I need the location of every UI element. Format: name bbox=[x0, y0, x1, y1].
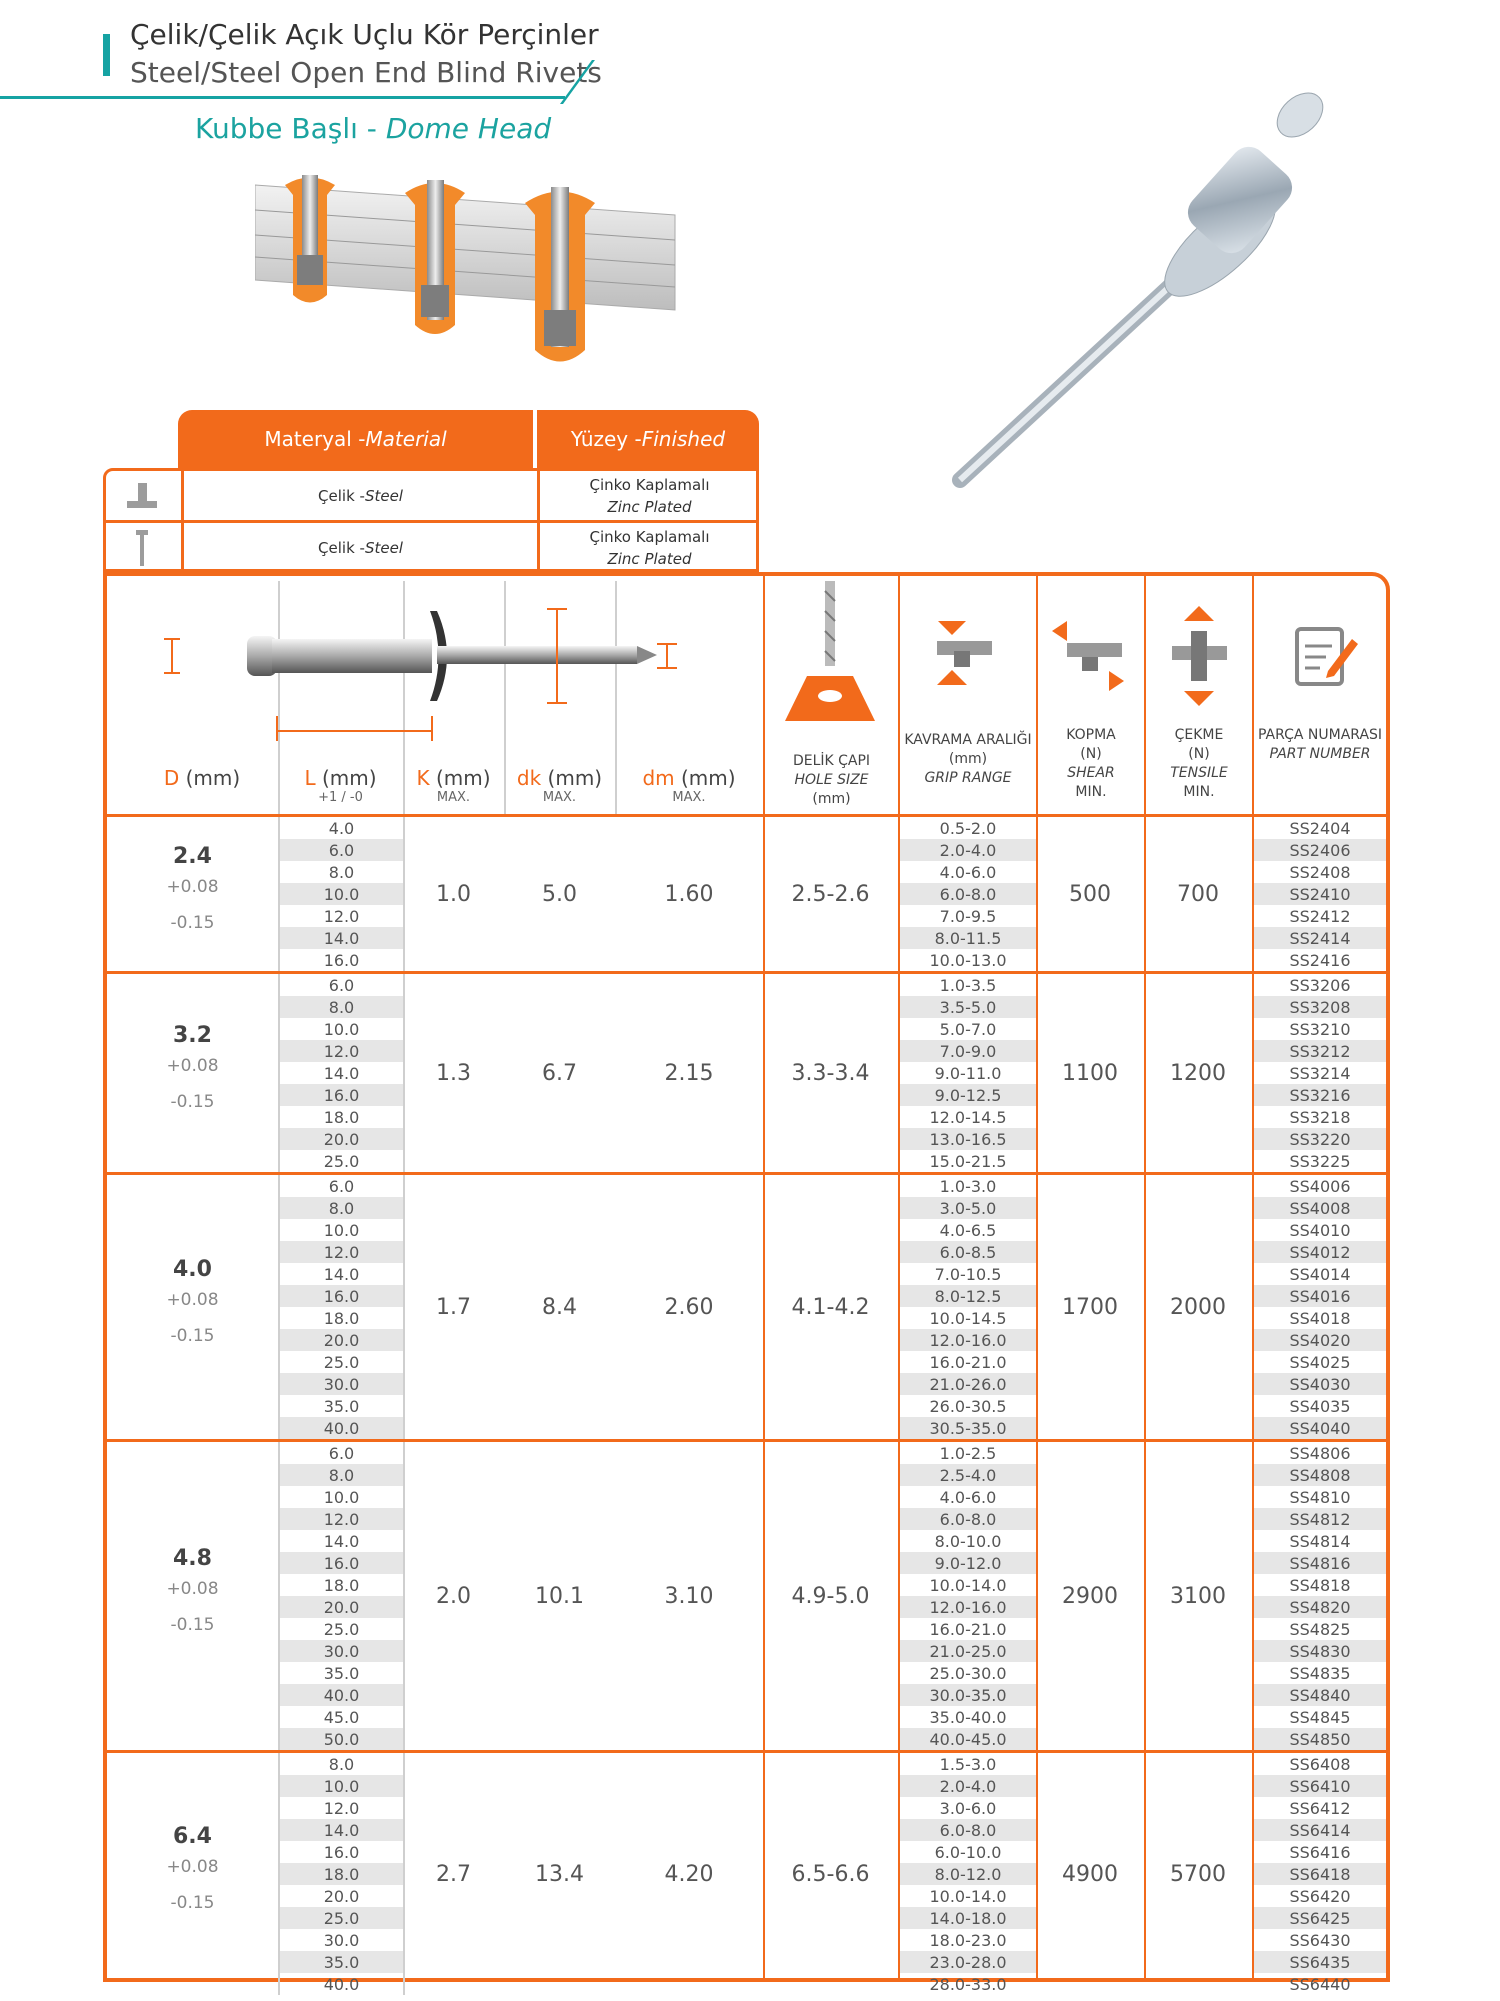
grip-range-cell: 10.0-14.0 bbox=[929, 1575, 1007, 1595]
length-cell: 10.0 bbox=[323, 1220, 360, 1240]
length-cell: 50.0 bbox=[280, 1728, 403, 1750]
diameter-tolerance: +0.08 bbox=[166, 877, 219, 897]
length-cell: 25.0 bbox=[323, 1151, 360, 1171]
col-l-letter: L bbox=[304, 766, 316, 790]
grip-range-cell: 16.0-21.0 bbox=[929, 1352, 1007, 1372]
part-number-cell: SS6408 bbox=[1289, 1754, 1351, 1774]
col-dk-letter: dk bbox=[516, 766, 542, 790]
diameter-tolerance: +0.08 bbox=[166, 1579, 219, 1599]
dk-value-cell: 13.4 bbox=[535, 1861, 584, 1887]
part-number-cell: SS3225 bbox=[1289, 1151, 1351, 1171]
col-k-header bbox=[403, 766, 504, 806]
diameter-tolerance: +0.08 bbox=[166, 1056, 219, 1076]
part-number-cell: SS4014 bbox=[1289, 1264, 1351, 1284]
part-number-cell: SS6410 bbox=[1254, 1775, 1386, 1797]
grip-range-cell: 3.0-6.0 bbox=[939, 1798, 997, 1818]
length-cell: 10.0 bbox=[280, 883, 403, 905]
grip-range-cell: 4.0-6.0 bbox=[939, 1487, 997, 1507]
shear-header-unit: (N) bbox=[1080, 746, 1102, 762]
col-d-header bbox=[152, 766, 252, 790]
material-tr: Çelik - bbox=[318, 538, 365, 557]
part-number-cell: SS3208 bbox=[1254, 996, 1386, 1018]
part-number-cell: SS4016 bbox=[1254, 1285, 1386, 1307]
diameter-tolerance: -0.15 bbox=[170, 1893, 215, 1913]
material-tr: Çelik - bbox=[318, 486, 365, 505]
part-number-cell: SS6440 bbox=[1289, 1974, 1351, 1994]
subtitle bbox=[195, 112, 551, 145]
part-header-tr: PARÇA NUMARASI bbox=[1257, 727, 1383, 743]
part-number-cell: SS4806 bbox=[1289, 1443, 1351, 1463]
k-value-cell: 2.7 bbox=[436, 1861, 471, 1887]
part-number-cell: SS4808 bbox=[1254, 1464, 1386, 1486]
part-number-cell: SS4825 bbox=[1289, 1619, 1351, 1639]
header-underline bbox=[0, 96, 565, 99]
length-cell: 6.0 bbox=[280, 839, 403, 861]
grip-range-cell: 2.0-4.0 bbox=[900, 839, 1036, 861]
hole-header-unit: (mm) bbox=[812, 791, 851, 807]
length-cell: 10.0 bbox=[323, 1487, 360, 1507]
length-cell: 10.0 bbox=[323, 1019, 360, 1039]
length-cell: 20.0 bbox=[280, 1128, 403, 1150]
length-cell: 8.0 bbox=[328, 862, 355, 882]
finish-header-en: Finished bbox=[641, 427, 726, 451]
part-number-cell: SS4845 bbox=[1289, 1707, 1351, 1727]
diameter-cell bbox=[107, 1546, 278, 1643]
grip-range-cell: 1.0-3.0 bbox=[939, 1176, 997, 1196]
length-cell: 25.0 bbox=[323, 1619, 360, 1639]
col-k-unit: (mm) bbox=[429, 766, 491, 790]
part-number-cell: SS4814 bbox=[1289, 1531, 1351, 1551]
finish-header-tr: Yüzey - bbox=[570, 427, 642, 451]
grip-range-cell: 6.0-8.5 bbox=[900, 1241, 1036, 1263]
grip-range-cell: 14.0-18.0 bbox=[900, 1907, 1036, 1929]
grip-range-cell: 12.0-14.5 bbox=[929, 1107, 1007, 1127]
diameter-value: 2.4 bbox=[173, 844, 212, 869]
shear-header-en: SHEAR bbox=[1067, 765, 1115, 781]
grip-range-cell: 35.0-40.0 bbox=[929, 1707, 1007, 1727]
grip-range-cell: 21.0-26.0 bbox=[900, 1373, 1036, 1395]
grip-range-cell: 7.0-10.5 bbox=[934, 1264, 1002, 1284]
length-cell: 16.0 bbox=[323, 1842, 360, 1862]
grip-range-cell: 3.0-5.0 bbox=[900, 1197, 1036, 1219]
length-cell: 12.0 bbox=[323, 1798, 360, 1818]
dk-value-cell: 6.7 bbox=[542, 1060, 577, 1086]
part-number-cell: SS2414 bbox=[1254, 927, 1386, 949]
col-d-unit: (mm) bbox=[179, 766, 241, 790]
material-en: Steel bbox=[364, 486, 403, 505]
grip-range-cell: 13.0-16.5 bbox=[900, 1128, 1036, 1150]
dm-value-cell: 1.60 bbox=[664, 881, 714, 907]
grip-range-cell: 1.5-3.0 bbox=[939, 1754, 997, 1774]
grip-range-cell: 8.0-12.0 bbox=[900, 1863, 1036, 1885]
col-l-unit: (mm) bbox=[315, 766, 377, 790]
length-cell: 20.0 bbox=[280, 1596, 403, 1618]
hole-header-tr: DELİK ÇAPI bbox=[792, 753, 871, 769]
material-table bbox=[103, 468, 759, 572]
diameter-tolerance: -0.15 bbox=[170, 913, 215, 933]
k-value-cell: 1.0 bbox=[436, 881, 471, 907]
part-number-cell: SS4035 bbox=[1289, 1396, 1351, 1416]
grip-range-cell: 8.0-11.5 bbox=[900, 927, 1036, 949]
subtitle-english: Dome Head bbox=[385, 112, 552, 145]
length-cell: 40.0 bbox=[280, 1417, 403, 1439]
part-number-cell: SS2404 bbox=[1289, 818, 1351, 838]
k-value-cell: 2.0 bbox=[436, 1583, 471, 1609]
part-number-cell: SS2412 bbox=[1289, 906, 1351, 926]
tensile-value-cell: 1200 bbox=[1170, 1060, 1226, 1086]
part-number-cell: SS4030 bbox=[1254, 1373, 1386, 1395]
length-cell: 16.0 bbox=[280, 1084, 403, 1106]
length-cell: 35.0 bbox=[280, 1951, 403, 1973]
col-dk-unit: (mm) bbox=[541, 766, 603, 790]
part-number-cell: SS4830 bbox=[1254, 1640, 1386, 1662]
grip-range-cell: 23.0-28.0 bbox=[900, 1951, 1036, 1973]
part-number-cell: SS4850 bbox=[1254, 1728, 1386, 1750]
length-cell: 25.0 bbox=[280, 1907, 403, 1929]
rivet-body-icon bbox=[106, 471, 178, 520]
rivet-product-image bbox=[920, 80, 1390, 530]
length-cell: 12.0 bbox=[280, 1040, 403, 1062]
mandrel-icon bbox=[106, 523, 178, 572]
length-cell: 8.0 bbox=[280, 1197, 403, 1219]
part-number-cell: SS2408 bbox=[1289, 862, 1351, 882]
grip-range-cell: 8.0-12.5 bbox=[900, 1285, 1036, 1307]
part-number-cell: SS6420 bbox=[1289, 1886, 1351, 1906]
grip-range-cell: 6.0-8.0 bbox=[900, 883, 1036, 905]
length-cell: 16.0 bbox=[280, 1285, 403, 1307]
grip-range-cell: 4.0-6.5 bbox=[939, 1220, 997, 1240]
diameter-cell bbox=[107, 1023, 278, 1120]
length-cell: 35.0 bbox=[323, 1663, 360, 1683]
notepad-icon bbox=[1292, 621, 1362, 691]
finish-cell bbox=[537, 471, 759, 520]
part-number-cell: SS6430 bbox=[1289, 1930, 1351, 1950]
col-tensile-header bbox=[1146, 726, 1252, 802]
title-english: Steel/Steel Open End Blind Rivets bbox=[130, 56, 602, 89]
tensile-header-tr: ÇEKME bbox=[1174, 727, 1224, 743]
length-cell: 25.0 bbox=[323, 1352, 360, 1372]
part-number-cell: SS4020 bbox=[1254, 1329, 1386, 1351]
diameter-tolerance: -0.15 bbox=[170, 1092, 215, 1112]
part-number-cell: SS4012 bbox=[1254, 1241, 1386, 1263]
length-cell: 30.0 bbox=[323, 1930, 360, 1950]
tensile-header-en: TENSILE bbox=[1170, 765, 1228, 781]
part-number-cell: SS4835 bbox=[1289, 1663, 1351, 1683]
shear-header-tr: KOPMA bbox=[1066, 727, 1116, 743]
grip-range-cell: 10.0-14.0 bbox=[929, 1886, 1007, 1906]
col-k-letter: K bbox=[416, 766, 430, 790]
hole-size-cell: 2.5-2.6 bbox=[791, 881, 870, 907]
col-shear-header bbox=[1038, 726, 1144, 802]
dk-value-cell: 8.4 bbox=[542, 1294, 577, 1320]
col-dk-note: MAX. bbox=[542, 790, 577, 805]
length-cell: 14.0 bbox=[280, 1819, 403, 1841]
shear-value-cell: 4900 bbox=[1062, 1861, 1118, 1887]
diameter-tolerance: +0.08 bbox=[166, 1290, 219, 1310]
col-grip-header bbox=[900, 731, 1036, 788]
col-l-header bbox=[278, 766, 403, 806]
shear-value-cell: 1700 bbox=[1062, 1294, 1118, 1320]
length-cell: 35.0 bbox=[323, 1396, 360, 1416]
shear-value-cell: 2900 bbox=[1062, 1583, 1118, 1609]
part-header-en: PART NUMBER bbox=[1269, 746, 1371, 762]
grip-range-cell: 7.0-9.0 bbox=[900, 1040, 1036, 1062]
dm-value-cell: 2.15 bbox=[664, 1060, 714, 1086]
diameter-value: 4.0 bbox=[173, 1257, 212, 1282]
part-number-cell: SS2416 bbox=[1289, 950, 1351, 970]
part-number-cell: SS4025 bbox=[1289, 1352, 1351, 1372]
part-number-cell: SS4018 bbox=[1289, 1308, 1351, 1328]
part-number-cell: SS4010 bbox=[1289, 1220, 1351, 1240]
part-number-cell: SS4040 bbox=[1254, 1417, 1386, 1439]
part-number-cell: SS4816 bbox=[1254, 1552, 1386, 1574]
drill-hole-icon bbox=[775, 581, 885, 731]
length-cell: 30.0 bbox=[280, 1640, 403, 1662]
grip-range-cell: 2.0-4.0 bbox=[900, 1775, 1036, 1797]
length-cell: 18.0 bbox=[323, 1107, 360, 1127]
grip-range-cell: 6.0-8.0 bbox=[900, 1819, 1036, 1841]
dm-value-cell: 4.20 bbox=[664, 1861, 714, 1887]
diameter-tolerance: -0.15 bbox=[170, 1326, 215, 1346]
part-number-cell: SS4820 bbox=[1254, 1596, 1386, 1618]
finish-en: Zinc Plated bbox=[607, 549, 692, 568]
grip-range-cell: 3.5-5.0 bbox=[900, 996, 1036, 1018]
header-accent-bar bbox=[103, 34, 110, 76]
dk-value-cell: 5.0 bbox=[542, 881, 577, 907]
part-number-cell: SS3220 bbox=[1254, 1128, 1386, 1150]
length-cell: 8.0 bbox=[328, 1754, 355, 1774]
grip-range-cell: 5.0-7.0 bbox=[939, 1019, 997, 1039]
finish-tr: Çinko Kaplamalı bbox=[589, 527, 710, 546]
length-cell: 14.0 bbox=[323, 1531, 360, 1551]
subtitle-turkish: Kubbe Başlı - bbox=[195, 112, 386, 145]
length-cell: 40.0 bbox=[323, 1974, 360, 1994]
col-hole-header bbox=[765, 752, 898, 809]
col-part-header bbox=[1254, 726, 1386, 764]
grip-range-cell: 4.0-6.0 bbox=[939, 862, 997, 882]
grip-range-cell: 2.5-4.0 bbox=[900, 1464, 1036, 1486]
diameter-cell bbox=[107, 1257, 278, 1354]
part-number-cell: SS3212 bbox=[1254, 1040, 1386, 1062]
length-cell: 45.0 bbox=[323, 1707, 360, 1727]
material-column-header bbox=[178, 410, 533, 468]
diameter-cell bbox=[107, 1824, 278, 1921]
grip-range-cell: 30.5-35.0 bbox=[900, 1417, 1036, 1439]
grip-range-cell: 10.0-13.0 bbox=[929, 950, 1007, 970]
material-en: Steel bbox=[364, 538, 403, 557]
finish-column-header bbox=[537, 410, 759, 468]
hole-size-cell: 4.1-4.2 bbox=[791, 1294, 870, 1320]
finish-en: Zinc Plated bbox=[607, 497, 692, 516]
col-k-note: MAX. bbox=[436, 790, 471, 805]
part-number-cell: SS4008 bbox=[1254, 1197, 1386, 1219]
part-number-cell: SS4840 bbox=[1254, 1684, 1386, 1706]
grip-range-cell: 25.0-30.0 bbox=[929, 1663, 1007, 1683]
tensile-force-icon bbox=[1164, 606, 1234, 706]
hole-header-en: HOLE SIZE bbox=[794, 772, 869, 788]
grip-range-cell: 9.0-11.0 bbox=[934, 1063, 1002, 1083]
length-cell: 16.0 bbox=[280, 1552, 403, 1574]
length-cell: 10.0 bbox=[280, 1775, 403, 1797]
part-number-cell: SS3216 bbox=[1254, 1084, 1386, 1106]
rivet-spec-table bbox=[103, 572, 1390, 1994]
col-dm-letter: dm bbox=[642, 766, 675, 790]
material-header-en: Material bbox=[365, 427, 447, 451]
length-cell: 20.0 bbox=[323, 1886, 360, 1906]
length-cell: 18.0 bbox=[280, 1863, 403, 1885]
grip-range-cell: 28.0-33.0 bbox=[929, 1974, 1007, 1994]
rivet-dimension-diagram bbox=[147, 606, 747, 756]
length-cell: 18.0 bbox=[323, 1308, 360, 1328]
length-cell: 12.0 bbox=[280, 1508, 403, 1530]
col-dk-header bbox=[504, 766, 615, 806]
grip-range-cell: 18.0-23.0 bbox=[929, 1930, 1007, 1950]
length-cell: 14.0 bbox=[323, 1264, 360, 1284]
part-number-cell: SS6425 bbox=[1254, 1907, 1386, 1929]
grip-range-cell: 40.0-45.0 bbox=[900, 1728, 1036, 1750]
grip-header-en: GRIP RANGE bbox=[924, 770, 1012, 786]
grip-range-cell: 6.0-10.0 bbox=[934, 1842, 1002, 1862]
grip-range-cell: 7.0-9.5 bbox=[939, 906, 997, 926]
length-cell: 4.0 bbox=[328, 818, 355, 838]
grip-range-cell: 1.0-3.5 bbox=[939, 975, 997, 995]
diameter-tolerance: -0.15 bbox=[170, 1615, 215, 1635]
length-cell: 8.0 bbox=[280, 1464, 403, 1486]
grip-range-cell: 10.0-14.5 bbox=[929, 1308, 1007, 1328]
material-header-tr: Materyal - bbox=[264, 427, 366, 451]
dm-value-cell: 3.10 bbox=[664, 1583, 714, 1609]
part-number-cell: SS3214 bbox=[1289, 1063, 1351, 1083]
grip-range-cell: 8.0-10.0 bbox=[934, 1531, 1002, 1551]
shear-value-cell: 1100 bbox=[1062, 1060, 1118, 1086]
part-number-cell: SS4810 bbox=[1289, 1487, 1351, 1507]
length-cell: 8.0 bbox=[280, 996, 403, 1018]
grip-range-icon bbox=[932, 621, 1002, 701]
length-cell: 6.0 bbox=[328, 975, 355, 995]
length-cell: 6.0 bbox=[328, 1443, 355, 1463]
length-cell: 20.0 bbox=[280, 1329, 403, 1351]
part-number-cell: SS4818 bbox=[1289, 1575, 1351, 1595]
col-d-letter: D bbox=[163, 766, 180, 790]
diameter-value: 6.4 bbox=[173, 1824, 212, 1849]
grip-range-cell: 1.0-2.5 bbox=[939, 1443, 997, 1463]
diameter-cell bbox=[107, 844, 278, 941]
grip-range-cell: 30.0-35.0 bbox=[900, 1684, 1036, 1706]
grip-range-cell: 9.0-12.5 bbox=[900, 1084, 1036, 1106]
grip-range-cell: 12.0-16.0 bbox=[900, 1596, 1036, 1618]
shear-value-cell: 500 bbox=[1069, 881, 1111, 907]
length-cell: 12.0 bbox=[280, 1241, 403, 1263]
diameter-tolerance: +0.08 bbox=[166, 1857, 219, 1877]
grip-header-unit: (mm) bbox=[948, 751, 988, 767]
grip-range-cell: 6.0-8.0 bbox=[900, 1508, 1036, 1530]
grip-range-cell: 0.5-2.0 bbox=[939, 818, 997, 838]
finish-tr: Çinko Kaplamalı bbox=[589, 475, 710, 494]
part-number-cell: SS6418 bbox=[1254, 1863, 1386, 1885]
part-number-cell: SS2406 bbox=[1254, 839, 1386, 861]
col-dm-header bbox=[615, 766, 763, 806]
part-number-cell: SS6412 bbox=[1289, 1798, 1351, 1818]
rivet-cross-section-illustration bbox=[255, 175, 685, 375]
part-number-cell: SS3206 bbox=[1289, 975, 1351, 995]
length-cell: 14.0 bbox=[323, 1063, 360, 1083]
part-number-cell: SS3218 bbox=[1289, 1107, 1351, 1127]
part-number-cell: SS2410 bbox=[1254, 883, 1386, 905]
material-row-mandrel bbox=[106, 523, 756, 572]
length-cell: 40.0 bbox=[280, 1684, 403, 1706]
part-number-cell: SS6435 bbox=[1254, 1951, 1386, 1973]
shear-header-min: MIN. bbox=[1075, 784, 1107, 800]
part-number-cell: SS4812 bbox=[1254, 1508, 1386, 1530]
col-dm-note: MAX. bbox=[672, 790, 706, 805]
tensile-value-cell: 2000 bbox=[1170, 1294, 1226, 1320]
grip-header-tr: KAVRAMA ARALIĞI bbox=[904, 732, 1032, 748]
tensile-value-cell: 700 bbox=[1177, 881, 1219, 907]
grip-range-cell: 9.0-12.0 bbox=[900, 1552, 1036, 1574]
k-value-cell: 1.7 bbox=[436, 1294, 471, 1320]
length-cell: 12.0 bbox=[323, 906, 360, 926]
hole-size-cell: 4.9-5.0 bbox=[791, 1583, 870, 1609]
length-cell: 16.0 bbox=[323, 950, 360, 970]
part-number-cell: SS3210 bbox=[1289, 1019, 1351, 1039]
grip-range-cell: 12.0-16.0 bbox=[900, 1329, 1036, 1351]
grip-range-cell: 15.0-21.5 bbox=[929, 1151, 1007, 1171]
tensile-value-cell: 3100 bbox=[1170, 1583, 1226, 1609]
finish-cell bbox=[537, 523, 759, 572]
length-cell: 18.0 bbox=[323, 1575, 360, 1595]
col-dm-unit: (mm) bbox=[674, 766, 736, 790]
grip-range-cell: 21.0-25.0 bbox=[900, 1640, 1036, 1662]
part-number-cell: SS6416 bbox=[1289, 1842, 1351, 1862]
grip-range-cell: 26.0-30.5 bbox=[929, 1396, 1007, 1416]
shear-force-icon bbox=[1052, 621, 1127, 696]
length-cell: 14.0 bbox=[280, 927, 403, 949]
material-row-body bbox=[106, 471, 756, 520]
tensile-header-unit: (N) bbox=[1188, 746, 1210, 762]
diameter-value: 3.2 bbox=[173, 1023, 212, 1048]
k-value-cell: 1.3 bbox=[436, 1060, 471, 1086]
part-number-cell: SS4006 bbox=[1289, 1176, 1351, 1196]
dk-value-cell: 10.1 bbox=[535, 1583, 584, 1609]
col-l-note: +1 / -0 bbox=[318, 790, 363, 805]
material-cell bbox=[181, 523, 537, 572]
material-cell bbox=[181, 471, 537, 520]
length-cell: 6.0 bbox=[328, 1176, 355, 1196]
diameter-value: 4.8 bbox=[173, 1546, 212, 1571]
grip-range-cell: 16.0-21.0 bbox=[929, 1619, 1007, 1639]
tensile-header-min: MIN. bbox=[1183, 784, 1215, 800]
tensile-value-cell: 5700 bbox=[1170, 1861, 1226, 1887]
dm-value-cell: 2.60 bbox=[664, 1294, 714, 1320]
title-turkish: Çelik/Çelik Açık Uçlu Kör Perçinler bbox=[130, 18, 599, 51]
hole-size-cell: 3.3-3.4 bbox=[791, 1060, 870, 1086]
length-cell: 30.0 bbox=[280, 1373, 403, 1395]
hole-size-cell: 6.5-6.6 bbox=[791, 1861, 870, 1887]
part-number-cell: SS6414 bbox=[1254, 1819, 1386, 1841]
